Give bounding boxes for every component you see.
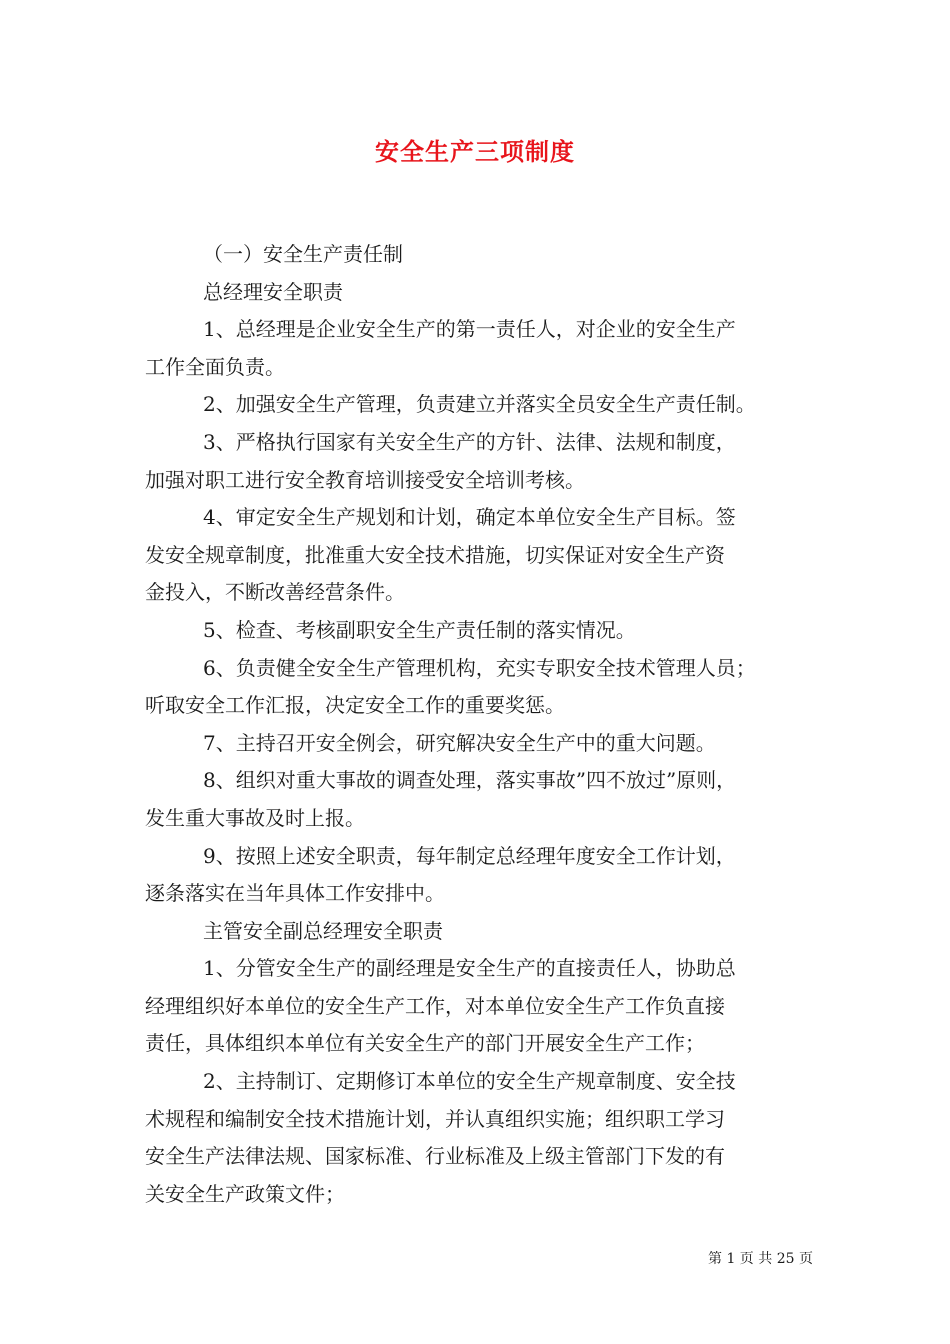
paragraph-line: 关安全生产政策文件； bbox=[145, 1181, 345, 1206]
paragraph-line: 6、负责健全安全生产管理机构，充实专职安全技术管理人员； bbox=[203, 655, 756, 680]
paragraph-line: 9、按照上述安全职责，每年制定总经理年度安全工作计划， bbox=[203, 843, 736, 868]
paragraph-line: 安全生产法律法规、国家标准、行业标准及上级主管部门下发的有 bbox=[145, 1144, 725, 1169]
paragraph-line: 5、检查、考核副职安全生产责任制的落实情况。 bbox=[203, 617, 636, 642]
paragraph-line: 发安全规章制度，批准重大安全技术措施，切实保证对安全生产资 bbox=[145, 542, 725, 567]
section-heading: （一）安全生产责任制 bbox=[203, 242, 403, 266]
paragraph-line: 听取安全工作汇报，决定安全工作的重要奖惩。 bbox=[145, 693, 565, 718]
paragraph-line: 术规程和编制安全技术措施计划，并认真组织实施；组织职工学习 bbox=[145, 1106, 725, 1131]
paragraph-line: 4、审定安全生产规划和计划，确定本单位安全生产目标。签 bbox=[203, 505, 736, 530]
paragraph-line: 7、主持召开安全例会，研究解决安全生产中的重大问题。 bbox=[203, 730, 716, 755]
paragraph-line: 1、分管安全生产的副经理是安全生产的直接责任人，协助总 bbox=[203, 956, 736, 981]
document-title: 安全生产三项制度 bbox=[375, 137, 575, 166]
paragraph-line: 责任，具体组织本单位有关安全生产的部门开展安全生产工作； bbox=[145, 1031, 705, 1056]
paragraph-line: 1、总经理是企业安全生产的第一责任人，对企业的安全生产 bbox=[203, 317, 736, 342]
subsection-heading: 主管安全副总经理安全职责 bbox=[203, 918, 443, 943]
subsection-heading: 总经理安全职责 bbox=[203, 279, 343, 304]
paragraph-line: 3、严格执行国家有关安全生产的方针、法律、法规和制度， bbox=[203, 429, 736, 454]
paragraph-line: 工作全面负责。 bbox=[145, 354, 285, 379]
paragraph-line: 金投入，不断改善经营条件。 bbox=[145, 580, 405, 605]
paragraph-line: 8、组织对重大事故的调查处理，落实事故”四不放过”原则， bbox=[203, 768, 737, 793]
paragraph-line: 经理组织好本单位的安全生产工作，对本单位安全生产工作负直接 bbox=[145, 993, 725, 1018]
paragraph-line: 加强对职工进行安全教育培训接受安全培训考核。 bbox=[145, 467, 585, 492]
paragraph-line: 逐条落实在当年具体工作安排中。 bbox=[145, 881, 445, 906]
paragraph-line: 发生重大事故及时上报。 bbox=[145, 805, 365, 830]
paragraph-line: 2、加强安全生产管理，负责建立并落实全员安全生产责任制。 bbox=[203, 392, 756, 417]
document-body bbox=[145, 236, 810, 1213]
paragraph-line: 2、主持制订、定期修订本单位的安全生产规章制度、安全技 bbox=[203, 1069, 736, 1094]
page-number-footer: 第 1 页 共 25 页 bbox=[708, 1251, 813, 1267]
